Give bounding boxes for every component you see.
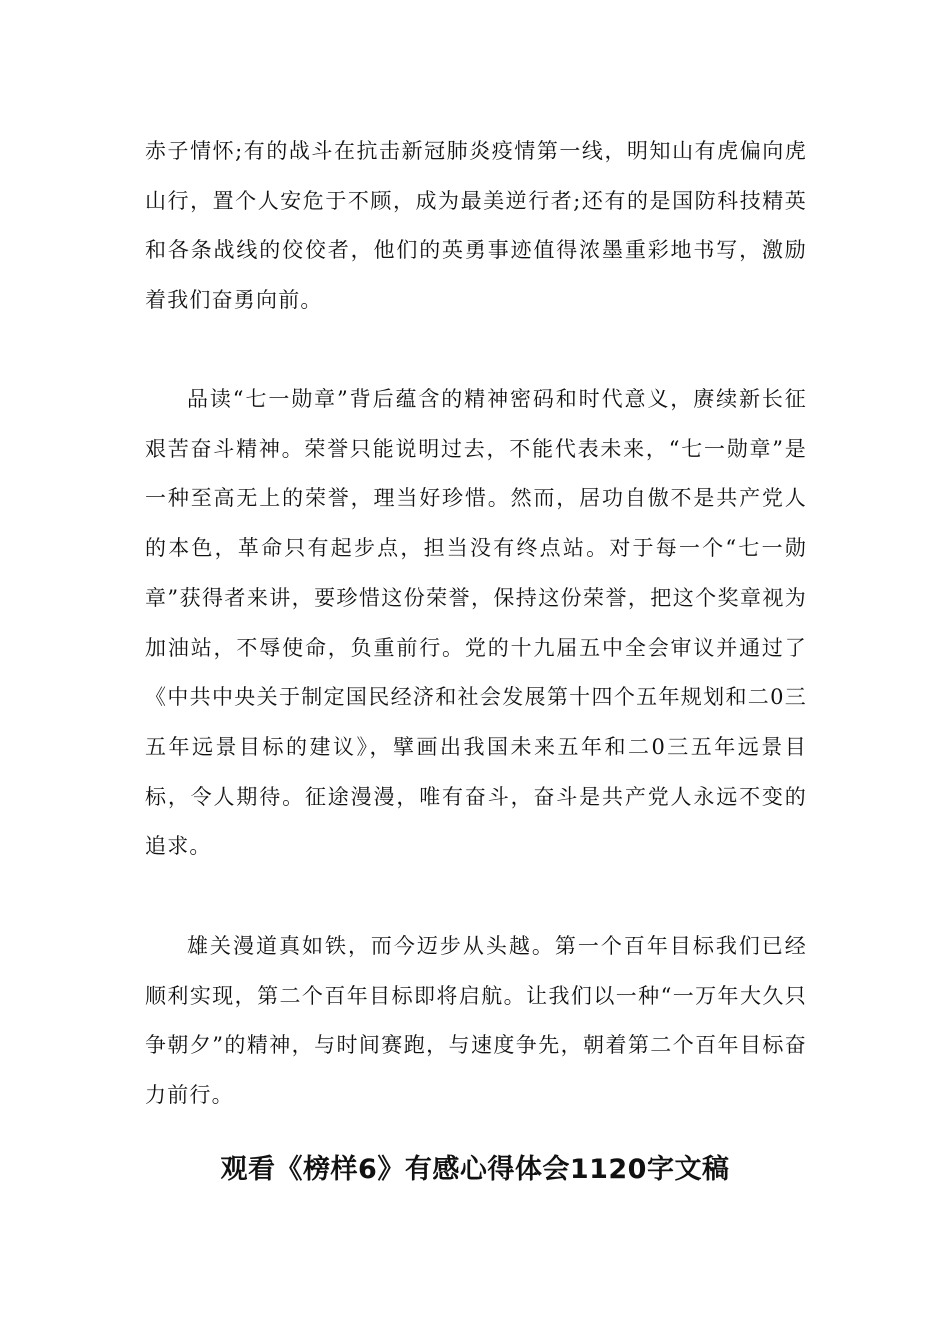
paragraph-continuation: 赤子情怀;有的战斗在抗击新冠肺炎疫情第一线，明知山有虎偏向虎山行，置个人安危于不顾，成为最美逆行者;还有的是国防科技精英和各条战线的佼佼者，他们的英勇事迹值得浓墨重彩地书写，激励着我们奋勇向前。 — [145, 139, 807, 313]
paragraph-conclusion: 雄关漫道真如铁，而今迈步从头越。第一个百年目标我们已经顺利实现，第二个百年目标即将启航。让我们以一种“一万年大久只争朝夕”的精神，与时间赛跑，与速度争先，朝着第二个百年目标奋力前行。 — [145, 934, 807, 1108]
next-article-title: 观看《榜样6》有感心得体会1120字文稿 — [220, 1154, 730, 1185]
paragraph-medal-meaning: 品读“七一勋章”背后蕴含的精神密码和时代意义，赓续新长征艰苦奋斗精神。荣誉只能说明过去，不能代表未来，“七一勋章”是一种至高无上的荣誉，理当好珍惜。然而，居功自傲不是共产党人的本色，革命只有起步点，担当没有终点站。对于每一个“七一勋章”获得者来讲，要珍惜这份荣誉，保持这份荣誉，把这个奖章视为加油站，不辱使命，负重前行。党的十九届五中全会审议并通过了《中共中央关于制定国民经济和社会发展第十四个五年规划和二0三五年远景目标的建议》，擘画出我国未来五年和二0三五年远景目标，令人期待。征途漫漫，唯有奋斗，奋斗是共产党人永远不变的追求。 — [145, 387, 807, 859]
